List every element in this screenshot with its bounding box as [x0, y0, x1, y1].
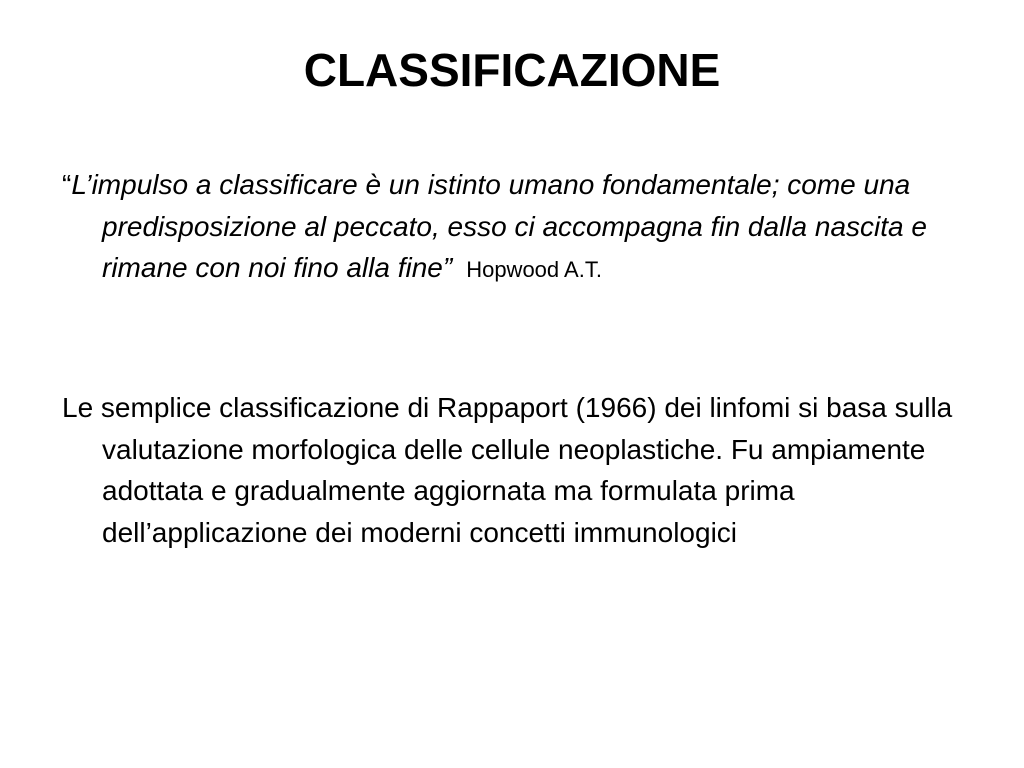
quote-paragraph — [62, 164, 1002, 291]
quote-author: Hopwood A.T. — [466, 257, 602, 282]
quote-open-mark: “ — [62, 169, 72, 200]
body-paragraph: Le semplice classificazione di Rappaport (1966) dei linfomi si basa sulla valutazione morfologica delle cellule neoplastiche. Fu ampiamente adottata e gradualmente aggiornata ma formulata prima dell’applicazione dei moderni concetti immunologici — [62, 392, 953, 548]
quote-text: L’impulso a classificare è un istinto umano fondamentale; come una predisposizione al peccato, esso ci accompagna fin dalla nascita e rimane con noi fino alla fine” — [71, 169, 927, 283]
slide-title: CLASSIFICAZIONE — [303, 44, 721, 96]
